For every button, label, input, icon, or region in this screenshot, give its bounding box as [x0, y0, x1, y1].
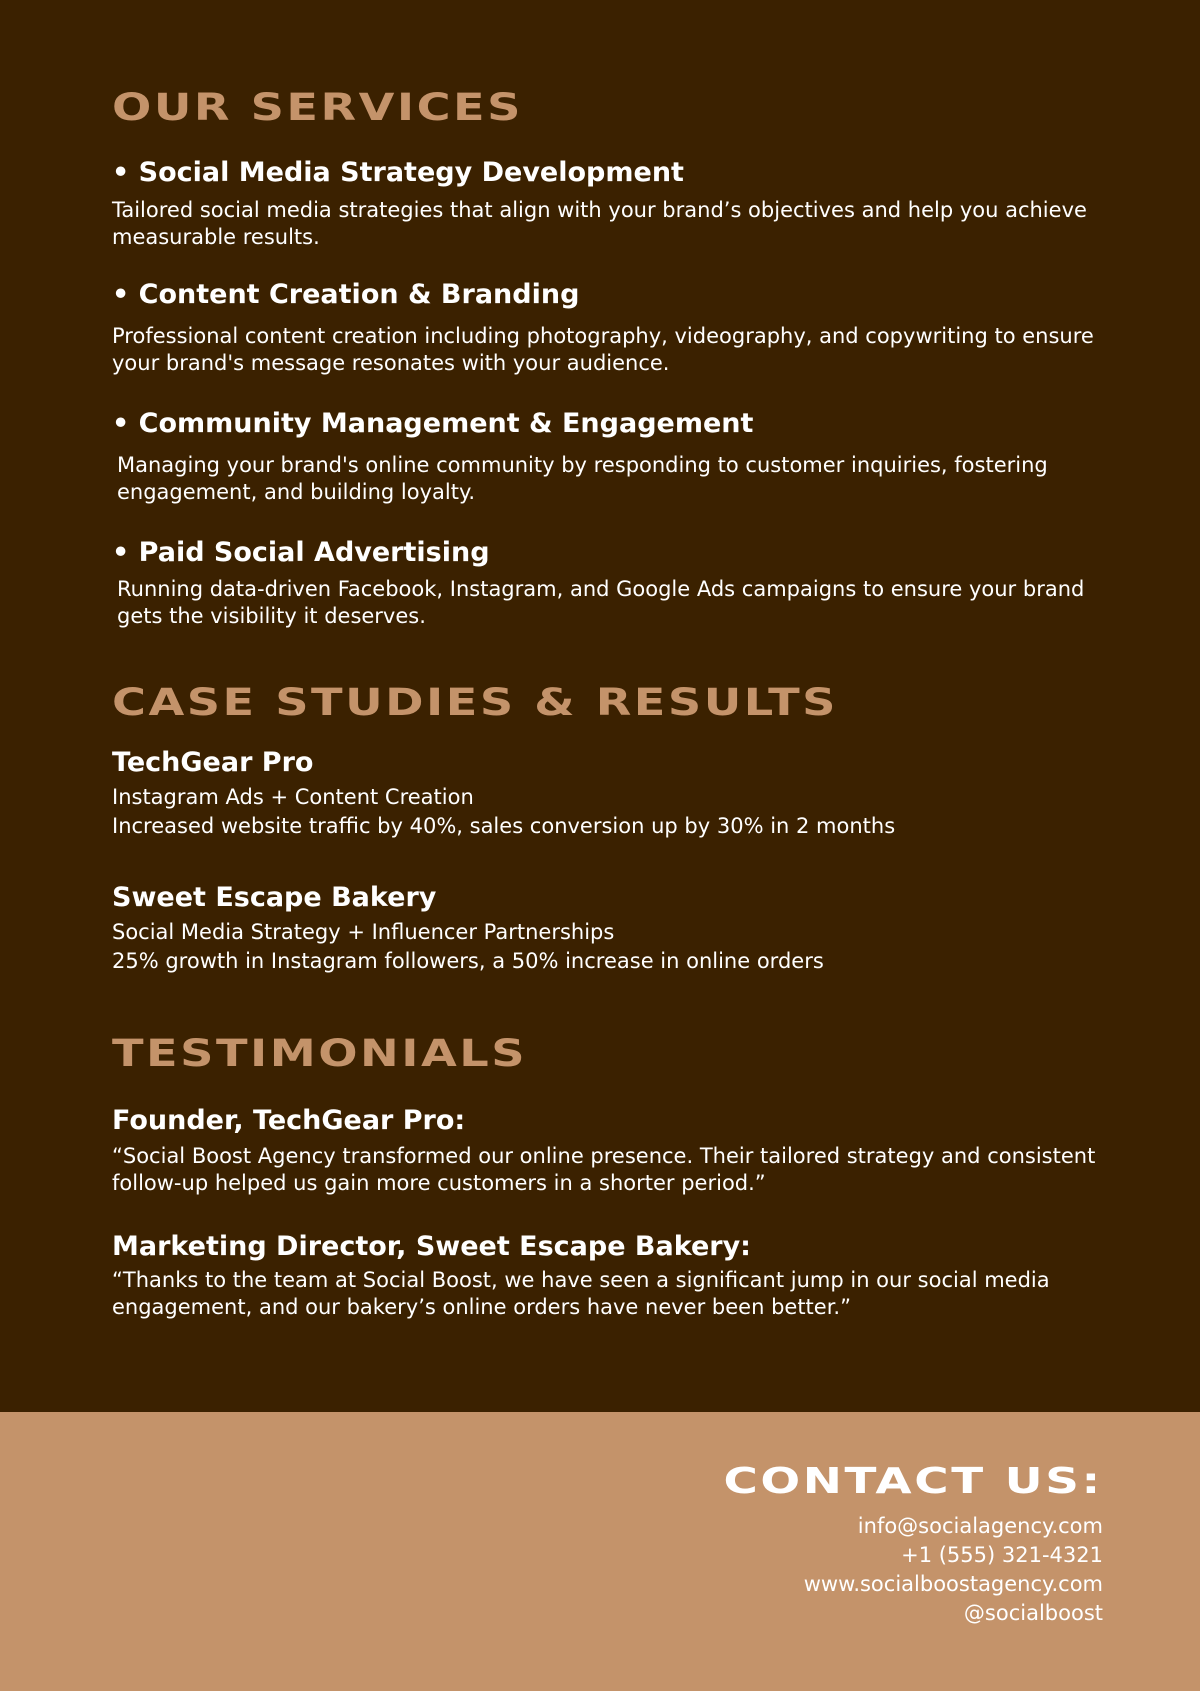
service-text-strategy: Tailored social media strategies that align with your brand’s objectives and help you achieve measurable results. — [112, 198, 1087, 249]
contact-list — [804, 1512, 1103, 1628]
service-heading-strategy: • Social Media Strategy Development — [112, 157, 684, 188]
testimonial-quote: “Thanks to the team at Social Boost, we have seen a significant jump in our social media engagement, and our bakery’s online orders have never been better.” — [112, 1268, 1050, 1319]
testimonials-title: TESTIMONIALS — [112, 1032, 528, 1075]
contact-footer — [0, 1412, 1200, 1691]
testimonial-author: Founder, TechGear Pro: — [112, 1105, 466, 1136]
case-studies-title: CASE STUDIES & RESULTS — [112, 681, 838, 724]
service-heading-paid: • Paid Social Advertising — [112, 537, 490, 568]
services-title: OUR SERVICES — [112, 86, 523, 129]
testimonial-author: Marketing Director, Sweet Escape Bakery: — [112, 1231, 751, 1262]
testimonial-quote: “Social Boost Agency transformed our online presence. Their tailored strategy and consistent follow-up helped us gain more customers in a shorter period.” — [112, 1144, 1096, 1195]
case-study-result: Increased website traffic by 40%, sales conversion up by 30% in 2 months — [112, 814, 896, 838]
case-study-service: Instagram Ads + Content Creation — [112, 785, 474, 809]
contact-website[interactable]: www.socialboostagency.com — [803, 1572, 1103, 1596]
service-text-content: Professional content creation including photography, videography, and copywriting to ensure your brand's message resonates with your audience. — [112, 324, 1094, 375]
service-heading-community: • Community Management & Engagement — [112, 408, 754, 439]
case-study-name: TechGear Pro — [112, 747, 314, 778]
case-study-name: Sweet Escape Bakery — [112, 882, 437, 913]
case-study-details — [112, 918, 1102, 976]
contact-phone[interactable]: +1 (555) 321-4321 — [901, 1543, 1103, 1567]
contact-social-handle[interactable]: @socialboost — [963, 1601, 1103, 1625]
case-study-service: Social Media Strategy + Influencer Partnerships — [112, 920, 615, 944]
service-text-paid: Running data-driven Facebook, Instagram, and Google Ads campaigns to ensure your brand gets the visibility it deserves. — [117, 577, 1085, 628]
case-study-result: 25% growth in Instagram followers, a 50% increase in online orders — [112, 949, 824, 973]
contact-title: CONTACT US: — [723, 1461, 1103, 1502]
case-study-details — [112, 783, 1102, 841]
contact-email[interactable]: info@socialagency.com — [857, 1514, 1103, 1538]
service-heading-content: • Content Creation & Branding — [112, 279, 580, 310]
service-text-community: Managing your brand's online community by responding to customer inquiries, fostering engagement, and building loyalty. — [117, 453, 1048, 504]
